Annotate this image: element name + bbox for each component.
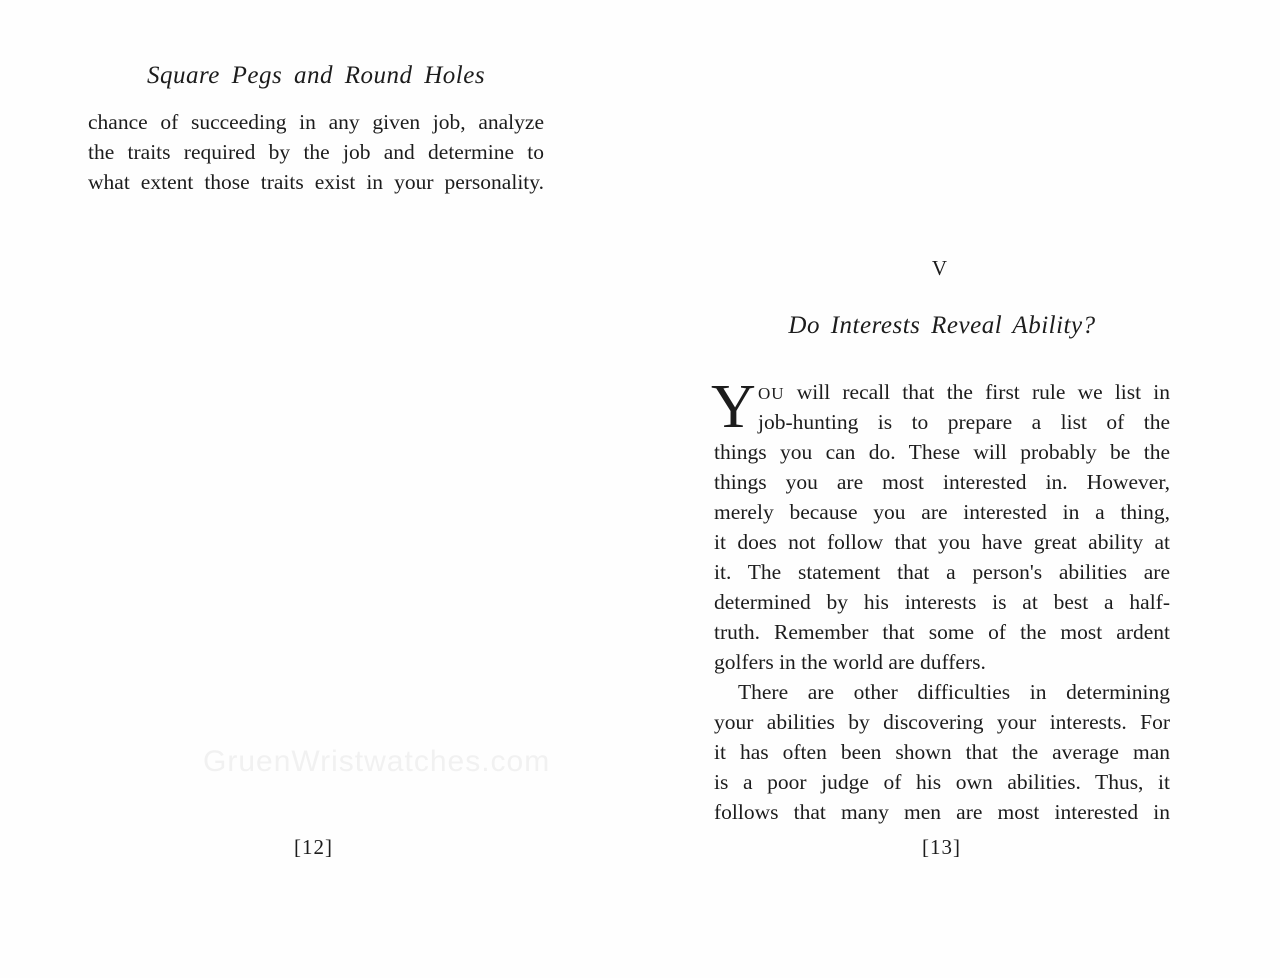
running-head: Square Pegs and Round Holes <box>146 62 486 89</box>
chapter-number: V <box>931 256 949 280</box>
text-line: the traits required by the job and determine to <box>88 140 544 164</box>
right-body-text <box>711 373 1171 827</box>
text-line: truth. Remember that some of the most ardent <box>714 620 1170 644</box>
text-line: your abilities by discovering your interests. For <box>714 710 1170 734</box>
watermark: GruenWristwatches.com <box>203 745 551 778</box>
chapter-title: Do Interests Reveal Ability? <box>788 312 1096 339</box>
text-line: job-hunting is to prepare a list of the <box>758 410 1170 434</box>
page-number: [12] <box>294 835 333 859</box>
text-line: things you can do. These will probably be the <box>714 440 1170 464</box>
text-line: merely because you are interested in a thing, <box>714 500 1170 524</box>
text-line: determined by his interests is at best a half- <box>714 590 1170 614</box>
first-word-smallcaps: OU <box>758 384 785 403</box>
text-line: it. The statement that a person's abilities are <box>714 560 1170 584</box>
left-body-text <box>88 107 544 197</box>
text-line: it has often been shown that the average man <box>714 740 1170 764</box>
text-line: golfers in the world are duffers. <box>714 650 986 674</box>
text-line: chance of succeeding in any given job, analyze <box>88 110 544 134</box>
drop-cap: Y <box>711 373 756 441</box>
right-page <box>640 0 1280 978</box>
text-line-first <box>714 377 1170 407</box>
text-line: There are other difficulties in determining <box>738 680 1170 704</box>
text-line: what extent those traits exist in your personality. <box>88 170 544 194</box>
page-number: [13] <box>922 835 961 859</box>
text-line: things you are most interested in. However, <box>714 470 1170 494</box>
first-line-text: will recall that the first rule we list in <box>796 380 1171 404</box>
text-line: follows that many men are most interested in <box>714 800 1170 824</box>
text-line: it does not follow that you have great ability at <box>714 530 1170 554</box>
text-line: is a poor judge of his own abilities. Thus, it <box>714 770 1170 794</box>
